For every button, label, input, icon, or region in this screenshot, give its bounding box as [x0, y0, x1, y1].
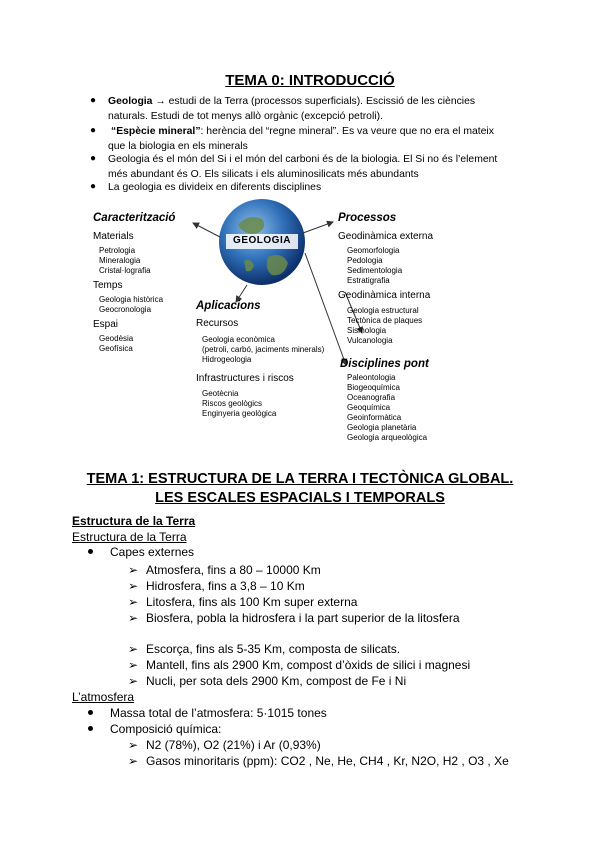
- arrow-caracteritzacio: [193, 223, 220, 237]
- globe-label: GEOLOGIA: [233, 235, 291, 246]
- subsection-heading: Estructura de la Terra: [72, 530, 187, 544]
- arrow-bullet-icon: ➢: [128, 595, 139, 609]
- tema1-title-line2: LES ESCALES ESPACIALS I TEMPORALS: [155, 490, 445, 506]
- caracteritzacio-title: Caracterització: [93, 212, 176, 224]
- list-item: ➢ Atmosfera, fins a 80 – 10000 Km: [128, 563, 321, 577]
- bullet-icon: [88, 726, 93, 731]
- arrow-bullet-icon: ➢: [128, 611, 139, 625]
- arrow-bullet-icon: ➢: [128, 642, 139, 656]
- term-especie-mineral: “Espècie mineral”: [111, 126, 201, 137]
- list-item: ➢ Nucli, per sota dels 2900 Km, compost de Fe i Ni: [128, 674, 407, 688]
- list-item: ➢ Escorça, fins als 5-35 Km, composta de silicats.: [128, 642, 401, 656]
- bullet-icon: [88, 710, 93, 715]
- list-item: ➢ Hidrosfera, fins a 3,8 – 10 Km: [128, 579, 305, 593]
- tema1-title-line1: TEMA 1: ESTRUCTURA DE LA TERRA I TECTÒNICA GLOBAL.: [86, 471, 514, 487]
- arrow-bullet-icon: ➢: [128, 754, 139, 768]
- list-item: ➢ Litosfera, fins als 100 Km super externa: [128, 595, 358, 609]
- list-item: ➢ Biosfera, pobla la hidrosfera i la part superior de la litosfera: [128, 611, 460, 625]
- processos-title: Processos: [338, 212, 397, 224]
- arrow-bullet-icon: ➢: [128, 658, 139, 672]
- tema0-title: TEMA 0: INTRODUCCIÓ: [225, 72, 395, 89]
- list-item: ➢ Mantell, fins als 2900 Km, compost d’òxids de silici i magnesi: [128, 658, 471, 672]
- atmosfera-heading: L’atmosfera: [72, 690, 135, 704]
- term-geologia: Geologia: [108, 96, 153, 107]
- list-item: ➢ Gasos minoritaris (ppm): CO2 , Ne, He, CH4 , Kr, N2O, H2 , O3 , Xe: [128, 754, 509, 768]
- arrow-processos: [303, 222, 333, 233]
- bullet-icon: [88, 549, 93, 554]
- arrow-bullet-icon: ➢: [128, 563, 139, 577]
- arrow-bullet-icon: ➢: [128, 738, 139, 752]
- list-item: ➢ N2 (78%), O2 (21%) i Ar (0,93%): [128, 738, 321, 752]
- aplicacions-title: Aplicacions: [196, 300, 261, 312]
- bullet-icon: ●: [90, 153, 97, 164]
- bullet-icon: ●: [90, 181, 97, 192]
- section-heading: Estructura de la Terra: [72, 514, 196, 528]
- arrow-bullet-icon: ➢: [128, 674, 139, 688]
- disciplines-pont-title: Disciplines pont: [340, 358, 429, 370]
- bullet-icon: ●: [90, 125, 97, 136]
- diagram-arrows: [0, 195, 600, 445]
- bullet-icon: ●: [90, 95, 97, 106]
- arrow-bullet-icon: ➢: [128, 579, 139, 593]
